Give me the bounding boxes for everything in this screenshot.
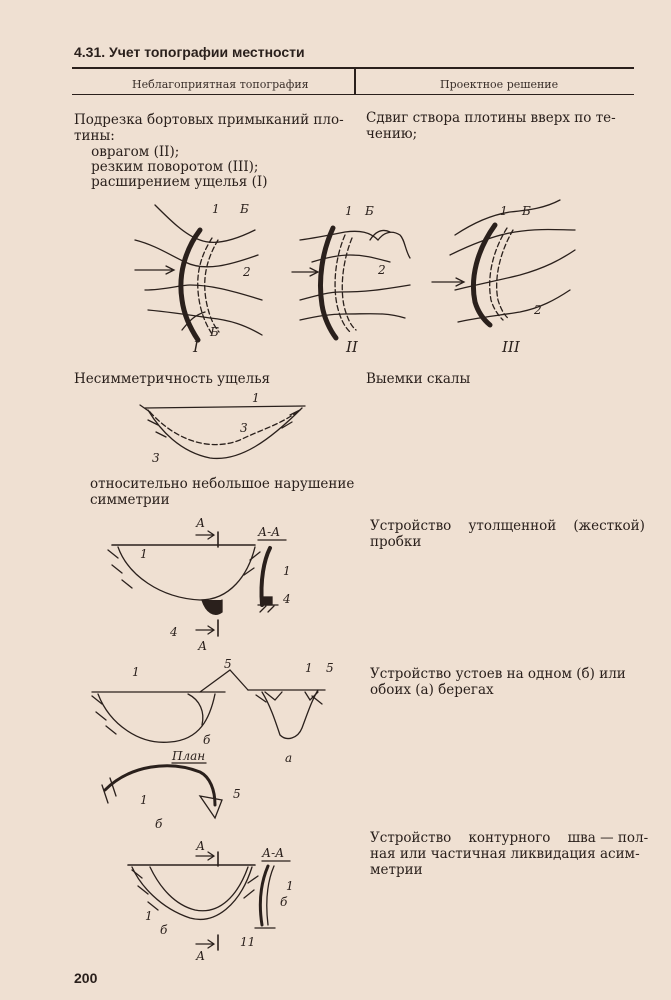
lbl-3b-asym: 3	[152, 451, 160, 465]
lbl-1b-plug: 1	[283, 564, 291, 578]
lbl-A-top-joint: А	[196, 839, 206, 853]
lbl-1-joint: 1	[286, 879, 294, 893]
section-title: 4.31. Учет топографии местности	[74, 44, 305, 60]
lbl-roman-I: I	[193, 338, 199, 356]
row5-solution-line2: ная или частичная ликвидация асим-	[370, 846, 640, 862]
lbl-B-fig2: Б	[365, 204, 374, 218]
lbl-6-joint: б	[160, 923, 168, 937]
lbl-roman-II: II	[346, 338, 358, 356]
lbl-1-fig1: 1	[212, 202, 220, 216]
lbl-2-fig3: 2	[534, 303, 542, 317]
lbl-5b-abut: 5	[326, 661, 334, 675]
row2-solution-line1: Выемки скалы	[366, 371, 471, 387]
lbl-plan: План	[172, 749, 206, 763]
row3-problem-line2: симметрии	[90, 492, 170, 508]
row5-solution-line3: метрии	[370, 862, 423, 878]
lbl-A-bot-plug: А	[198, 639, 208, 653]
lbl-B2-fig1: Б	[210, 325, 219, 339]
lbl-5-plan: 5	[233, 787, 241, 801]
lbl-b-plan: б	[155, 817, 163, 831]
figure-asymmetric-gorge	[140, 405, 305, 458]
lbl-2-fig2: 2	[378, 263, 386, 277]
row4-solution-line2: обоих (а) берегах	[370, 682, 494, 698]
lbl-3-asym: 3	[240, 421, 248, 435]
lbl-1b-joint: 1	[145, 909, 153, 923]
lbl-11-joint: 11	[240, 935, 256, 949]
figure-plan-view	[102, 763, 222, 818]
lbl-2-fig1: 2	[243, 265, 251, 279]
header-left: Неблагоприятная топография	[132, 78, 309, 91]
lbl-AA-plug: А-А	[258, 525, 281, 539]
row2-problem-line1: Несимметричность ущелья	[74, 371, 271, 387]
lbl-B-fig1: Б	[240, 202, 249, 216]
row1-problem-line5: расширением ущелья (I)	[74, 174, 268, 190]
row3-solution-line2: пробки	[370, 534, 422, 550]
lbl-1-fig3: 1	[500, 204, 508, 218]
row1-solution-line2: чению;	[366, 126, 418, 142]
row1-problem-line3: оврагом (II);	[74, 144, 180, 160]
lbl-6-joint-right: б	[280, 895, 288, 909]
lbl-5-abut: 5	[224, 657, 232, 671]
row3-solution-line1: Устройство утолщенной (жесткой)	[370, 518, 645, 534]
row1-problem-line4: резким поворотом (III);	[74, 159, 259, 175]
row1-problem-line2: тины:	[74, 128, 115, 144]
row1-solution-line1: Сдвиг створа плотины вверх по те-	[366, 110, 616, 126]
lbl-AA-joint: А-А	[262, 846, 285, 860]
lbl-1b-abut: 1	[305, 661, 313, 675]
lbl-roman-III: III	[502, 338, 520, 356]
figure-plan-II	[292, 228, 410, 338]
lbl-4-plug: 4	[283, 592, 291, 606]
lbl-A-bot-joint: А	[196, 949, 206, 963]
lbl-1-plug: 1	[140, 547, 148, 561]
lbl-B-fig3: Б	[522, 204, 531, 218]
lbl-4b-plug: 4	[170, 625, 178, 639]
lbl-6-abut: б	[203, 733, 211, 747]
lbl-1-abut: 1	[132, 665, 140, 679]
figure-plan-III	[432, 200, 575, 325]
row1-problem-line1: Подрезка бортовых примыканий пло-	[74, 112, 344, 128]
row4-solution-line1: Устройство устоев на одном (б) или	[370, 666, 626, 682]
lbl-A-top-plug: А	[196, 516, 206, 530]
lbl-1-asym: 1	[252, 391, 260, 405]
lbl-a-abut: а	[285, 751, 293, 765]
row3-problem-line1: относительно небольшое нарушение	[90, 476, 355, 492]
header-right: Проектное решение	[440, 78, 559, 91]
figure-thick-plug	[108, 531, 278, 636]
lbl-1-fig2: 1	[345, 204, 353, 218]
figure-abutments	[92, 670, 325, 742]
page-number: 200	[74, 970, 98, 986]
row5-solution-line1: Устройство контурного шва — пол-	[370, 830, 649, 846]
lbl-1-plan: 1	[140, 793, 148, 807]
